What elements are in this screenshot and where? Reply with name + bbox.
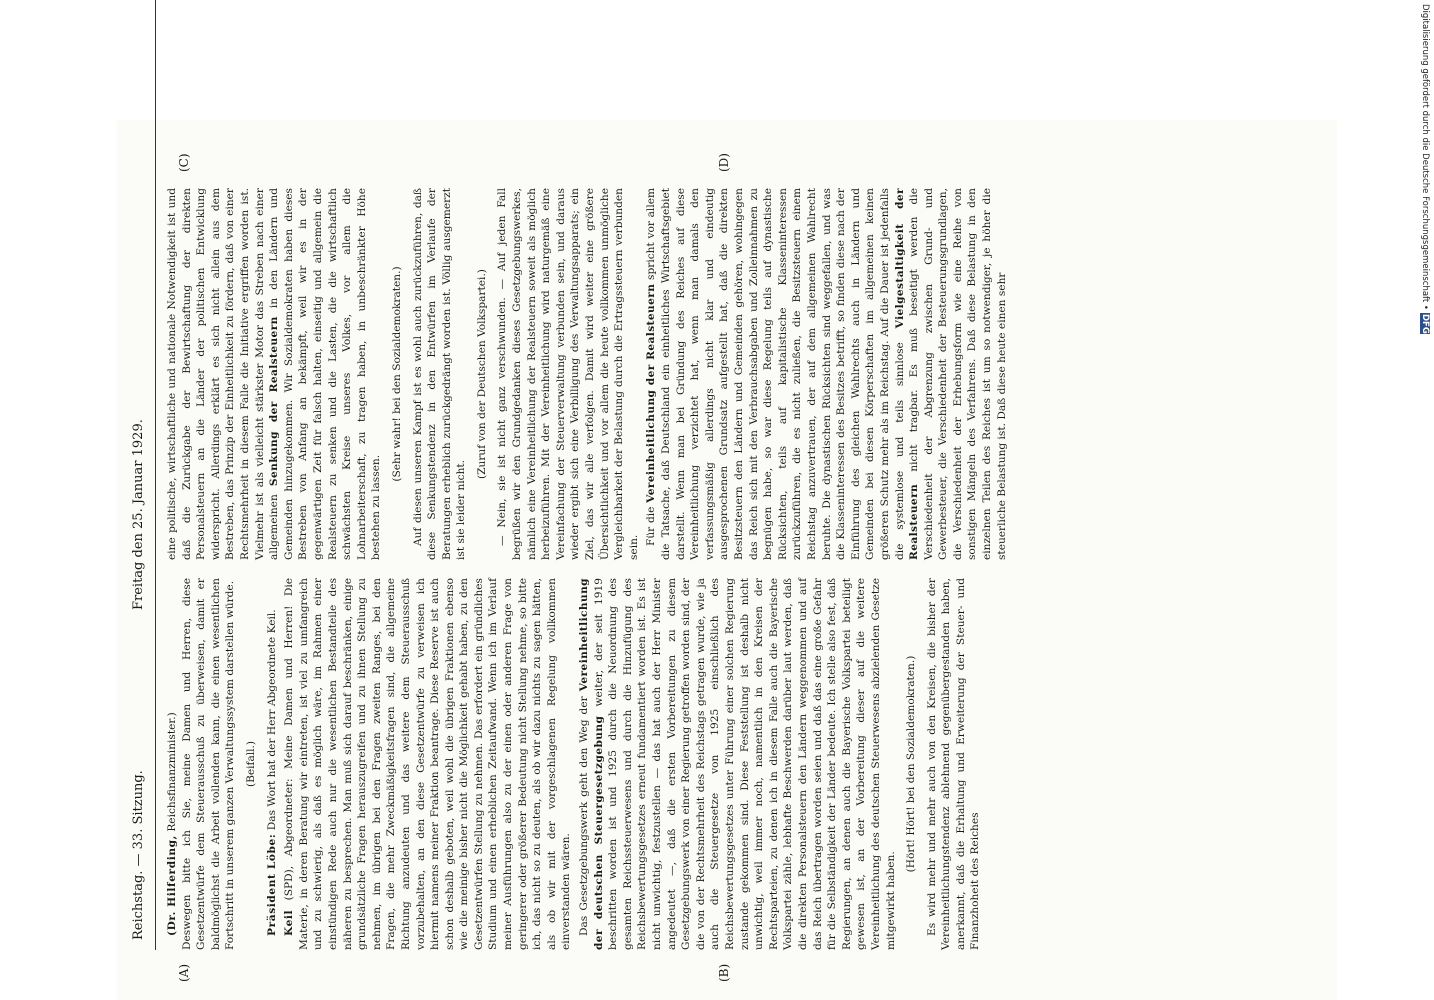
left-column (165, 578, 986, 950)
paragraph-text: spricht vor allem die Tatsache, daß Deutschland ein einheitliches Wirtschaftsgebiet darstellt. Wenn man bei Gründung des Reiches auf diese Vereinheitlichung verzichtet hat, wenn man damals den verfassungsmäßig allerdings nicht klar und eindeutig ausgesprochenen Grundsatz aufgestellt hat, daß die direkten Besitzsteuern den Ländern und Gemeinden gehören, wohingegen das Reich sich mit den Verbrauchsabgaben und Zolleinnahmen zu begnügen habe, so war diese Regelung teils auf dynastische Rücksichten, teils auf kapitalistische Klasseninteressen zurückzuführen, die es nicht zuließen, die Besitzsteuern einem Reichstag anzuvertrauen, der auf dem allgemeinen Wahlrecht beruhte. Die dynastischen Rücksichten sind weggefallen, und was die Klasseninteressen des Besitzes betrifft, so finden diese nach der Einführung des gleichen Wahlrechts auch in Ländern und Gemeinden bei diesen Körperschaften im allgemeinen keinen größeren Schutz mehr als im Reichstag. Auf die Dauer ist jedenfalls die systemlose und teils sinnlose (645, 187, 906, 560)
paragraph-text: eine politische, wirtschaftliche und nationale Notwendigkeit ist und daß die Zurückgabe der Bewirtschaftung der direkten Personalsteuern an die Länder der politischen Entwicklung widerspricht. Allerdings erklärt es sich nicht allein aus dem Bestreben, das Prinzip der Einheitlichkeit zu fördern, daß von einer Rechtsmehrheit in diesem Falle die Initiative ergriffen worden ist. Vielmehr ist als vielleicht stärkster Motor das Streben nach einer allgemeinen (166, 188, 281, 560)
paragraph (165, 188, 384, 560)
emphasis: Senkung der Realsteuern (268, 316, 281, 487)
margin-marker-d: (D) (717, 153, 731, 172)
paragraph-text: Es wird mehr und mehr auch von den Kreisen, die bisher der Vereinheitlichungstendenz ablehnend gegenübergestanden haben, anerkannt, daß die Erhaltung und Erweiterung der Steuer- und Finanzhoheit des Reiches (925, 578, 982, 950)
paragraph-text: Für die (645, 506, 658, 546)
interjection: (Sehr wahr! bei den Sozialdemokraten.) (390, 266, 403, 482)
dfg-logo: DFG (1420, 313, 1430, 334)
header-rule (155, 0, 156, 950)
margin-marker-c: (C) (177, 153, 191, 172)
paragraph-text: — Nein, sie ist nicht ganz verschwunden. — Auf jeden Fall begrüßen wir den Grundgedanken dieses Gesetzgebungswerkes, nämlich eine Vereinheitlichung der Realsteuern soweit als möglich herbeizuführen. Mit der Vereinheitlichung wird naturgemäß eine Vereinfachung der Steuerverwaltung verbunden sein, und daraus wieder ergibt sich eine Verbilligung des Verwaltungsapparats; ein Ziel, das wir alle verfolgen. Damit wird weiter eine größere Übersichtlichkeit und vor allem die heute vollkommen unmögliche Vergleichbarkeit der Belastung durch die Ertragssteuern verbunden sein. (496, 188, 640, 560)
speaker-name: (Dr. Hilferding, (166, 835, 178, 936)
speaker-name: Präsident Löbe: (265, 833, 278, 936)
paragraph-text: Auf diesen unseren Kampf ist es wohl auch zurückzuführen, daß diese Senkungstendenz in den Entwürfen im Verlaufe der Beratungen erheblich zurückgedrängt worden ist. Völlig ausgemerzt ist sie leider nicht. (411, 188, 468, 560)
interjection: (Zuruf von der Deutschen Volkspartei.) (475, 269, 488, 479)
emphasis: Vereinheitlichung der Realsteuern (645, 283, 658, 503)
paragraph-text: Das Wort hat der Herr Abgeordnete Keil. (265, 609, 278, 831)
margin-marker-b: (B) (717, 963, 731, 982)
document-page (117, 120, 1337, 1000)
paragraph (577, 578, 898, 950)
emphasis: Vereinheitlichung der deutschen Steuergesetzgebung (578, 578, 605, 950)
interjection: (Hört! Hört! bei den Sozialdemokraten.) (905, 655, 918, 873)
paragraph (265, 578, 280, 950)
emphasis: Vielgestaltigkeit der Realsteuern (893, 187, 921, 560)
paragraph-text: in den Ländern und Gemeinden hinzugekommen. Wir Sozialdemokraten haben dieses Bestreben von Anfang an bekämpft, weil wir es in der gegenwärtigen Zeit für falsch halten, einseitig und allgemein die Realsteuern zu senken und die Lasten, die die wirtschaftlich schwächsten Kreise unseres Volkes, vor allem die Lohnarbeiterschaft, zu tragen haben, in unbeschränkter Höhe bestehen zu lassen. (268, 188, 383, 560)
margin-marker-a: (A) (177, 963, 191, 982)
running-header (131, 0, 155, 940)
paragraph-text: Das Gesetzgebungswerk geht den Weg der (578, 696, 591, 936)
paragraph-text: Deswegen bitte ich Sie, meine Damen und Herren, diese Gesetzentwürfe dem Steuerausschuß zu überweisen, damit er baldmöglichst die Arbeit vollenden kann, die einen wesentlichen Fortschritt in unserem ganzen Verwaltungssystem darstellen würde. (180, 578, 237, 950)
paragraph-text: (SPD), Abgeordneter: Meine Damen und Herren! Die Materie, in deren Beratung wir eintreten, ist viel zu umfangreich und zu schwierig, als daß es möglich wäre, im Rahmen einer einstündigen Rede auch nur die wesentlichen Bestandteile des näheren zu besprechen. Man muß sich darauf beschränken, einige grundsätzliche Fragen herauszugreifen und zu ihnen Stellung zu nehmen, im übrigen bei den Fragen zweiten Ranges, bei den Fragen, die mehr Zweckmäßigkeitsfragen sind, die allgemeine Richtung anzudeuten und das weitere dem Steuerausschuß vorzubehalten, an den diese Gesetzentwürfe zu verweisen ich hiermit namens meiner Fraktion beantrage. Diese Reserve ist auch schon deshalb geboten, weil wohl die übrigen Fraktionen ebenso wie die meinige bisher nicht die Möglichkeit gehabt haben, zu den Gesetzentwürfen Stellung zu nehmen. Das erfordert ein gründliches Studium und einen erheblichen Zeitaufwand. Wenn ich im Verlauf meiner Ausführungen also zu der einen oder anderen Frage von geringerer oder größerer Bedeutung nicht Stellung nehme, so bitte ich, das nicht so zu deuten, als ob wir dazu nichts zu sagen hätten, als ob wir mit der vorgeschlagenen Regelung vollkommen einverstanden wären. (283, 578, 573, 950)
header-session: Reichstag. — 33. Sitzung. (131, 770, 146, 940)
paragraph (165, 578, 238, 950)
speaker-name: Keil (283, 909, 296, 936)
paragraph-text: nicht tragbar. Es muß beseitigt werden die Verschiedenheit der Abgrenzung zwischen Grund- und Gewerbesteuer, die Verschiedenheit der Besteuerungsgrundlagen, die Verschiedenheit der Erhebungsform wie eine Reihe von sonstigen Mängeln des Verfahrens. Daß diese Belastung in den einzelnen Teilen des Reiches ist um so notwendiger, je höher die steuerliche Belastung ist. Daß diese heute einen sehr (908, 188, 1008, 560)
paragraph (644, 188, 1009, 560)
paragraph (282, 578, 574, 950)
speaker-role: Reichsfinanzminister.) (166, 712, 178, 832)
header-date: Freitag den 25. Januar 1929. (131, 419, 146, 610)
digitization-credit (1416, 4, 1430, 764)
credit-text: Digitalisierung gefördert durch die Deutsche Forschungsgemeinschaft • (1420, 4, 1430, 310)
right-column (165, 188, 1012, 560)
paragraph-text: weiter, der seit 1919 beschritten worden ist und 1925 durch die Neuordnung des gesamten Reichssteuerwesens und durch die Hinzufügung des Reichsbewertungsgesetzes erneut fundamentiert worden ist. Es ist nicht unwichtig, festzustellen — das hat auch der Herr Minister angedeutet —, daß die ersten Vorbereitungen zu diesem Gesetzgebungswerk von einer Regierung getroffen worden sind, der die von der Rechtsmehrheit des Reichstags getragen wurde, wie ja auch die Steuergesetze von 1925 einschließlich des Reichsbewertungsgesetzes unter Führung einer solchen Regierung zustande gekommen sind. Diese Feststellung ist deshalb nicht unwichtig, weil immer noch, namentlich in den Kreisen der Rechtsparteien, zu denen ich in diesem Falle auch die Bayerische Volkspartei zähle, lebhafte Beschwerden darüber laut werden, daß die direkten Personalsteuern den Ländern weggenommen und auf das Reich übertragen worden seien und daß das eine große Gefahr für die Selbständigkeit der Länder bedeute. Ich stelle also fest, daß Regierungen, an denen auch die Bayerische Volkspartei beteiligt gewesen ist, an der Vorbereitung dieser auf die weitere Vereinheitlichung des deutschen Steuerwesens abzielenden Gesetze mitgewirkt haben. (592, 578, 897, 950)
interjection: (Beifall.) (244, 740, 257, 788)
